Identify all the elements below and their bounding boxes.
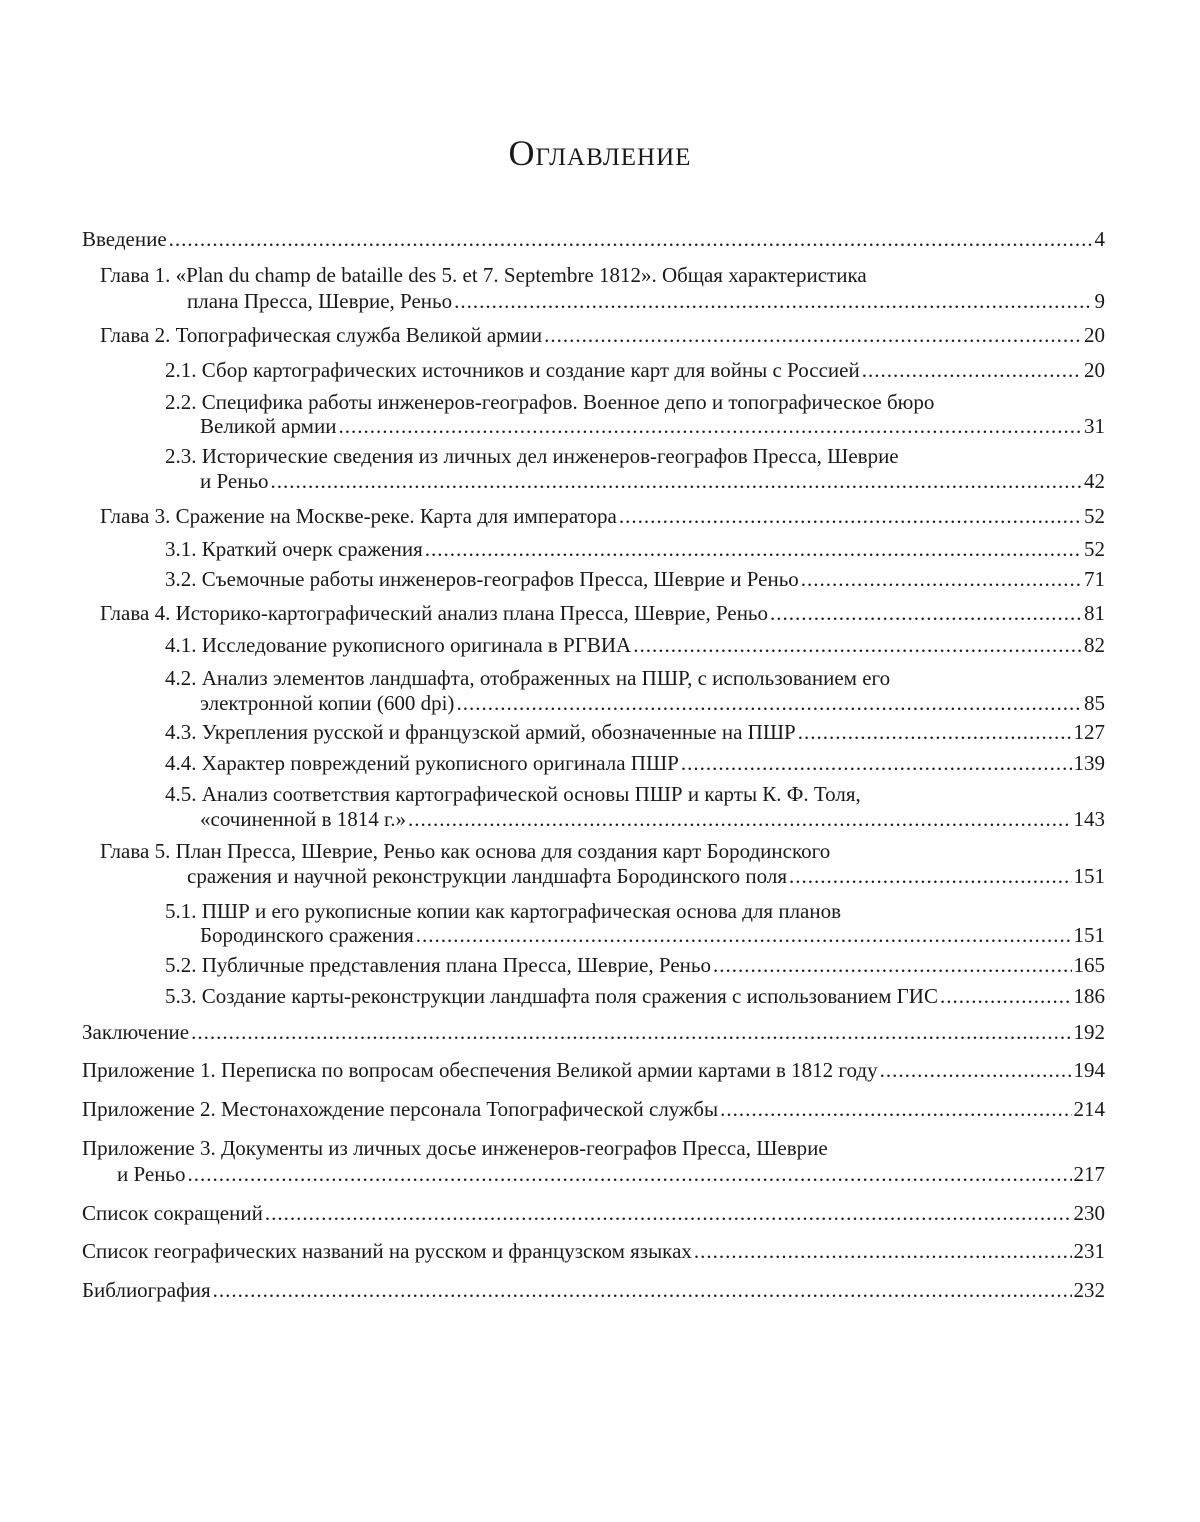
dot-leader [213,1277,1072,1303]
dot-leader [713,952,1072,978]
toc-page-number: 4 [1094,227,1105,251]
toc-entry-section-4-5[interactable]: 4.5. Анализ соответствия картографической основы ПШР и карты К. Ф. Толя, [165,782,861,806]
toc-entry-text: Приложение 1. Переписка по вопросам обеспечения Великой армии картами в 1812 году [82,1058,878,1082]
dot-leader [801,566,1082,592]
toc-page-number: 165 [1073,953,1105,977]
toc-entry-appendix-3[interactable]: Приложение 3. Документы из личных досье инженеров-географов Пресса, Шеврие [82,1136,828,1160]
toc-page-number: 192 [1073,1020,1105,1044]
dot-leader [425,536,1082,562]
toc-page-number: 42 [1084,469,1105,493]
toc-page-number: 217 [1073,1162,1105,1186]
toc-entry-text: 3.1. Краткий очерк сражения [165,537,423,561]
dot-leader [169,226,1093,252]
toc-entry-section-3-1[interactable] [165,536,1105,562]
toc-page-number: 52 [1084,537,1105,561]
toc-page-number: 214 [1073,1097,1105,1121]
toc-page-number: 232 [1073,1278,1105,1302]
toc-entry-section-4-2[interactable]: 4.2. Анализ элементов ландшафта, отображенных на ПШР, с использованием его [165,666,891,690]
dot-leader [770,600,1082,626]
toc-page-number: 85 [1084,691,1105,715]
toc-page-number: 71 [1084,567,1105,591]
dot-leader [789,863,1071,889]
toc-entry-appendix-3-cont[interactable] [117,1161,1105,1187]
toc-page-number: 127 [1073,720,1105,744]
dot-leader [619,503,1082,529]
toc-entry-text: 5.2. Публичные представления плана Пресса, Шеврие, Реньо [165,953,711,977]
toc-entry-text: Введение [82,227,167,251]
toc-entry-text: сражения и научной реконструкции ландшафта Бородинского поля [187,864,788,888]
toc-entry-section-4-3[interactable] [165,719,1105,745]
toc-page-number: 52 [1084,504,1105,528]
toc-entry-chapter-2[interactable] [100,322,1105,348]
toc-page-number: 230 [1073,1201,1105,1225]
toc-entry-text: 4.4. Характер повреждений рукописного оригинала ПШР [165,751,679,775]
toc-entry-section-5-2[interactable] [165,952,1105,978]
toc-entry-text: 4.1. Исследование рукописного оригинала в РГВИА [165,633,632,657]
toc-entry-chapter-1[interactable]: Глава 1. «Plan du champ de bataille des 5. et 7. Septembre 1812». Общая характеристика [100,263,867,287]
dot-leader [940,983,1072,1009]
toc-page-number: 143 [1073,807,1105,831]
toc-entry-text: «сочиненной в 1814 г.» [200,807,407,831]
toc-page-number: 9 [1094,289,1105,313]
toc-entry-section-5-1[interactable]: 5.1. ПШР и его рукописные копии как картографическая основа для планов [165,899,842,923]
dot-leader [191,1019,1071,1045]
toc-entry-abbreviations[interactable] [82,1200,1105,1226]
toc-entry-text: 4.3. Укрепления русской и французской армий, обозначенные на ПШР [165,720,796,744]
dot-leader [880,1057,1072,1083]
toc-entry-bibliography[interactable] [82,1277,1105,1303]
toc-entry-text: Глава 3. Сражение на Москве-реке. Карта для императора [100,504,617,528]
toc-entry-chapter-3[interactable] [100,503,1105,529]
toc-entry-chapter-5-cont[interactable] [187,863,1105,889]
toc-entry-text: Библиография [82,1278,211,1302]
toc-entry-text: плана Пресса, Шеврие, Реньо [187,289,453,313]
toc-entry-appendix-1[interactable] [82,1057,1105,1083]
toc-entry-chapter-4[interactable] [100,600,1105,626]
dot-leader [633,632,1082,658]
toc-entry-section-5-1-cont[interactable] [200,922,1105,948]
dot-leader [720,1096,1071,1122]
dot-leader [408,806,1071,832]
toc-entry-text: Список сокращений [82,1201,263,1225]
dot-leader [188,1161,1072,1187]
toc-entry-text: 3.2. Съемочные работы инженеров-географов Пресса, Шеврие и Реньо [165,567,799,591]
toc-entry-text: Глава 4. Историко-картографический анализ плана Пресса, Шеврие, Реньо [100,601,769,625]
toc-entry-section-2-2-cont[interactable] [200,413,1105,439]
toc-entry-text: электронной копии (600 dpi) [200,691,455,715]
dot-leader [271,468,1082,494]
toc-entry-section-4-1[interactable] [165,632,1105,658]
toc-entry-section-5-3[interactable] [165,983,1105,1009]
toc-entry-section-2-1[interactable] [165,357,1105,383]
dot-leader [694,1238,1072,1264]
toc-page-number: 20 [1084,358,1105,382]
page-title: Оглавление [508,133,692,173]
toc-entry-chapter-1-cont[interactable] [187,288,1105,314]
toc-entry-text: 5.3. Создание карты-реконструкции ландшафта поля сражения с использованием ГИС [165,984,938,1008]
dot-leader [456,690,1082,716]
toc-page-number: 31 [1084,414,1105,438]
toc-entry-text: и Реньо [200,469,269,493]
toc-entry-section-4-4[interactable] [165,750,1105,776]
toc-entry-conclusion[interactable] [82,1019,1105,1045]
toc-page-number: 194 [1073,1058,1105,1082]
toc-entry-text: Великой армии [200,414,337,438]
dot-leader [862,357,1082,383]
toc-entry-text: 2.1. Сбор картографических источников и создание карт для войны с Россией [165,358,860,382]
toc-entry-appendix-2[interactable] [82,1096,1105,1122]
toc-entry-text: Заключение [82,1020,190,1044]
dot-leader [798,719,1072,745]
dot-leader [416,922,1072,948]
dot-leader [338,413,1082,439]
toc-entry-geo-names[interactable] [82,1238,1105,1264]
dot-leader [454,288,1092,314]
dot-leader [265,1200,1072,1226]
toc-page-number: 81 [1084,601,1105,625]
toc-entry-section-3-2[interactable] [165,566,1105,592]
toc-entry-intro[interactable] [82,226,1105,252]
toc-entry-section-4-5-cont[interactable] [200,806,1105,832]
dot-leader [681,750,1072,776]
dot-leader [544,322,1082,348]
toc-entry-text: Бородинского сражения [200,923,414,947]
toc-entry-chapter-5[interactable]: Глава 5. План Пресса, Шеврие, Реньо как основа для создания карт Бородинского [100,839,831,863]
toc-page-number: 186 [1073,984,1105,1008]
toc-page-number: 82 [1084,633,1105,657]
toc-entry-section-2-3-cont[interactable] [200,468,1105,494]
toc-page-number: 231 [1073,1239,1105,1263]
toc-page-number: 20 [1084,323,1105,347]
toc-entry-text: Глава 2. Топографическая служба Великой армии [100,323,543,347]
toc-page-number: 151 [1073,864,1105,888]
toc-entry-section-4-2-cont[interactable] [200,690,1105,716]
toc-entry-text: Список географических названий на русском и французском языках [82,1239,692,1263]
toc-page-number: 139 [1073,751,1105,775]
toc-entry-text: и Реньо [117,1162,186,1186]
toc-entry-text: Приложение 2. Местонахождение персонала Топографической службы [82,1097,719,1121]
toc-entry-section-2-3[interactable]: 2.3. Исторические сведения из личных дел инженеров-географов Пресса, Шеврие [165,444,899,468]
toc-entry-section-2-2[interactable]: 2.2. Специфика работы инженеров-географов. Военное депо и топографическое бюро [165,390,935,414]
toc-page-number: 151 [1073,923,1105,947]
